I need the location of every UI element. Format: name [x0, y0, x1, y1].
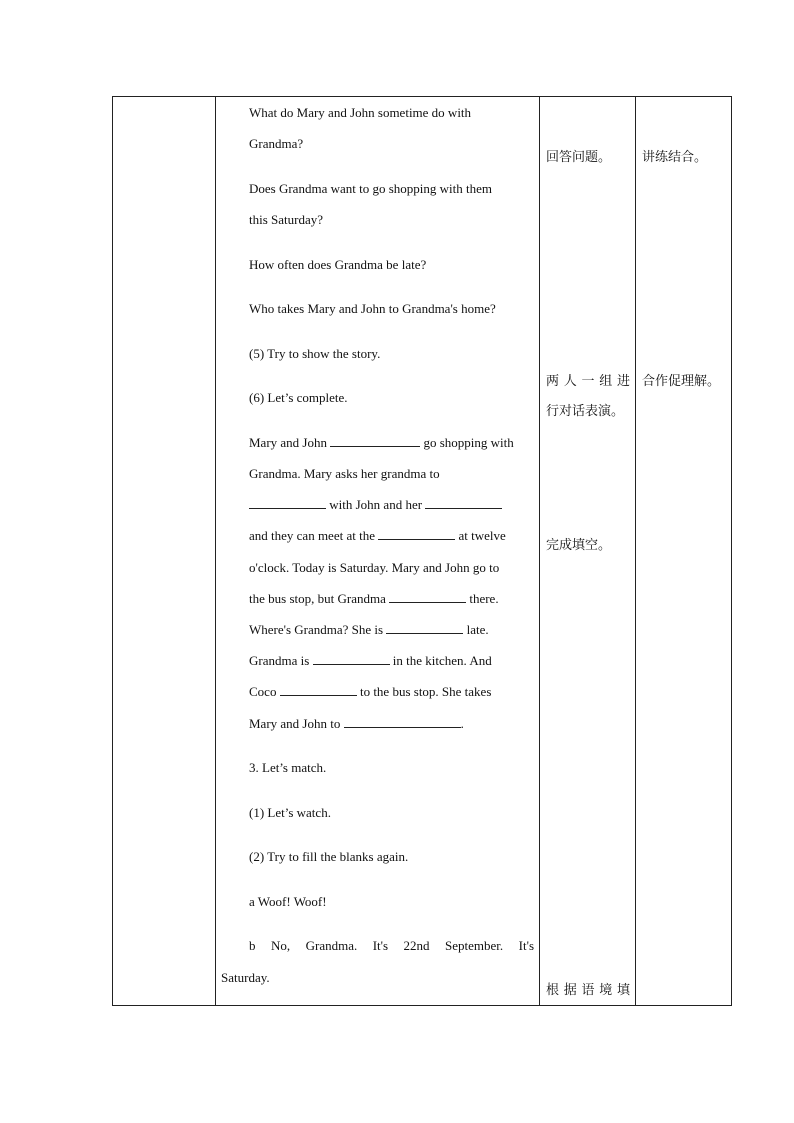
student-activity-pair-cont: 行对话表演。	[546, 404, 625, 419]
passage-line: Mary and John to .	[249, 716, 464, 731]
passage-line: Mary and John go shopping with	[249, 435, 514, 450]
fill-blank	[313, 653, 390, 665]
passage-line: o'clock. Today is Saturday. Mary and John go to	[249, 560, 500, 575]
passage-line: the bus stop, but Grandma there.	[249, 591, 499, 606]
design-intent-cooperation: 合作促理解。	[642, 374, 721, 389]
question-2: Does Grandma want to go shopping with them	[249, 181, 492, 196]
step-show-story: (5) Try to show the story.	[249, 346, 381, 361]
passage-line: with John and her	[249, 497, 502, 513]
option-b-cont: Saturday.	[221, 970, 270, 985]
question-2-cont: this Saturday?	[249, 212, 324, 227]
option-a: a Woof! Woof!	[249, 894, 327, 909]
student-activity-pair: 两人一组进	[546, 374, 630, 389]
passage-line: Where's Grandma? She is late.	[249, 622, 489, 637]
fill-blank	[378, 528, 455, 540]
fill-blank	[389, 591, 466, 603]
fill-blank	[344, 716, 461, 728]
fill-blank	[330, 435, 420, 447]
question-3: How often does Grandma be late?	[249, 257, 427, 272]
fill-blank	[280, 684, 357, 696]
column-divider	[539, 97, 540, 1005]
option-b: b No, Grandma. It's 22nd September. It's	[249, 938, 534, 953]
question-1-cont: Grandma?	[249, 136, 304, 151]
passage-line: Grandma is in the kitchen. And	[249, 653, 492, 668]
passage-line: Grandma. Mary asks her grandma to	[249, 466, 440, 481]
column-divider	[215, 97, 216, 1005]
passage-line: and they can meet at the at twelve	[249, 528, 506, 543]
match-step-2: (2) Try to fill the blanks again.	[249, 849, 409, 864]
student-activity-context: 根据语境填	[546, 983, 630, 998]
step-complete: (6) Let’s complete.	[249, 390, 348, 405]
column-divider	[635, 97, 636, 1005]
lesson-table	[112, 96, 732, 1006]
passage-line: Coco to the bus stop. She takes	[249, 684, 492, 699]
fill-blank	[425, 497, 502, 509]
design-intent-practice: 讲练结合。	[642, 150, 708, 165]
fill-blank	[249, 497, 326, 509]
match-title: 3. Let’s match.	[249, 760, 327, 775]
question-1: What do Mary and John sometime do with	[249, 105, 472, 120]
match-step-1: (1) Let’s watch.	[249, 805, 331, 820]
question-4: Who takes Mary and John to Grandma's home?	[249, 301, 496, 316]
student-activity-fill: 完成填空。	[546, 538, 612, 553]
fill-blank	[386, 622, 463, 634]
student-activity-answer: 回答问题。	[546, 150, 612, 165]
